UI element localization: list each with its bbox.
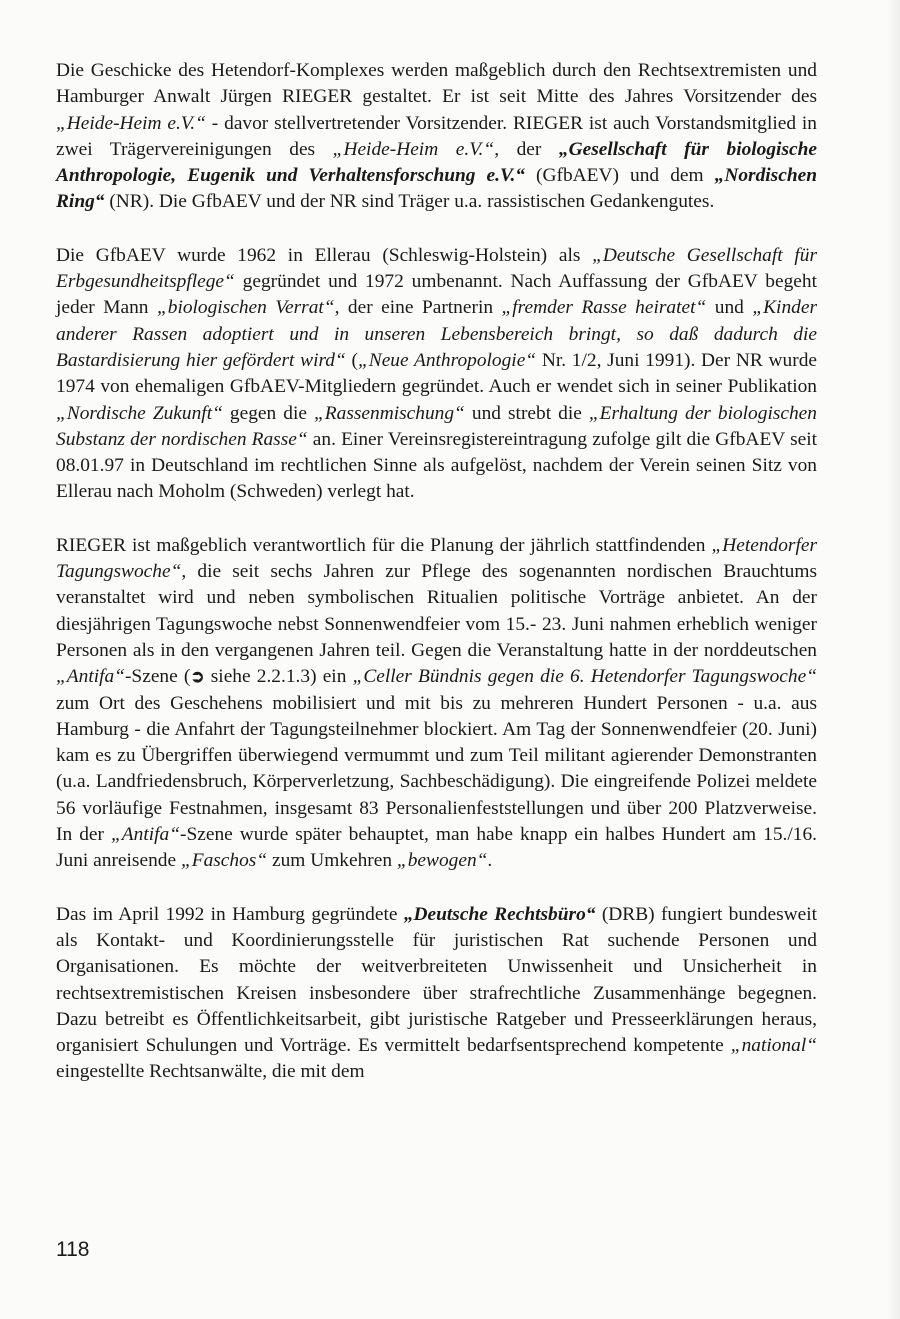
- text-run: an. Einer Vereinsregistereintragung zufolge gilt die GfbAEV seit 08.01.97 in Deutschland im rechtlichen Sinne als aufgelöst, nachdem der Verein seinen Sitz von Ellerau nach Moholm (Schweden) verlegt hat.: [56, 428, 817, 503]
- text-run: siehe 2.2.1.3) ein: [204, 666, 353, 688]
- emphasis-text: „biologischen Verrat“: [156, 297, 335, 319]
- emphasis-text: „Rassenmischung“: [314, 402, 465, 424]
- page-number: 118: [56, 1238, 90, 1261]
- text-run: zum Ort des Geschehens mobilisiert und mit bis zu mehreren Hundert Personen - u.a. aus Hamburg - die Anfahrt der Tagungsteilnehmer blockiert. Am Tag der Sonnenwendfeier (20. Juni) kam es zu Übergriffen überwiegend vermummt und zum Teil militant agierender Demonstranten (u.a. Landfriedensbruch, Körperverletzung, Sachbeschädigung). Die eingreifende Polizei meldete 56 vorläufige Festnahmen, insgesamt 83 Personalienfeststellungen und über 200 Platzverweise. In der: [56, 692, 817, 846]
- text-run: .: [487, 850, 493, 872]
- text-run: gegründet und 1972 umbenannt. Nach Auffassung der GfbAEV begeht jeder Mann: [56, 271, 817, 319]
- paragraph: [56, 902, 817, 1086]
- paragraph: [56, 533, 817, 875]
- text-run: gegen die: [222, 402, 314, 424]
- emphasis-text: „Neue Anthropologie“: [357, 349, 537, 371]
- text-run: -Szene (: [124, 666, 191, 688]
- paragraph: [56, 58, 817, 216]
- page-edge-shadow: [886, 0, 900, 1319]
- page-body: [56, 58, 817, 1086]
- text-run: und: [706, 297, 753, 319]
- emphasis-text: „national“: [730, 1035, 817, 1057]
- text-run: (: [345, 349, 358, 371]
- text-run: (NR). Die GfbAEV und der NR sind Träger u.a. rassistischen Gedankengutes.: [104, 191, 715, 213]
- text-run: - davor stellvertretender Vorsitzender. RIEGER ist auch Vorstandsmitglied in zwei Trägervereinigungen des: [56, 112, 817, 160]
- emphasis-text: „Faschos“: [180, 850, 268, 872]
- emphasis-text: „Erhaltung der biologischen Substanz der nordischen Rasse“: [56, 402, 817, 450]
- text-run: Das im April 1992 in Hamburg gegründete: [56, 903, 404, 925]
- emphasis-text: „bewogen“: [396, 850, 488, 872]
- paragraph: [56, 243, 817, 506]
- text-run: zum Umkehren: [267, 850, 397, 872]
- emphasis-text: „Antifa“: [111, 824, 180, 846]
- organization-name: „Deutsche Rechtsbüro“: [403, 903, 596, 925]
- emphasis-text: „Nordische Zukunft“: [56, 402, 223, 424]
- organization-name: „Nordischen Ring“: [56, 165, 817, 213]
- text-run: -Szene wurde später behauptet, man habe knapp ein halbes Hundert am 15./16. Juni anreisende: [56, 824, 817, 872]
- text-run: (DRB) fungiert bundesweit als Kontakt- und Koordinierungsstelle für juristischen Rat suchende Personen und Organisationen. Es möchte der weitverbreiteten Unwissenheit und Unsicherheit in rechtsextremistischen Kreisen insbesondere über strafrechtliche Zusammenhänge begegnen. Dazu betreibt es Öffentlichkeitsarbeit, gibt juristische Ratgeber und Presseerklärungen heraus, organisiert Schulungen und Vorträge. Es vermittelt bedarfsentsprechend kompetente: [56, 903, 817, 1057]
- emphasis-text: „fremder Rasse heiratet“: [501, 297, 707, 319]
- emphasis-text: „Celler Bündnis gegen die 6. Hetendorfer Tagungswoche“: [352, 666, 817, 688]
- emphasis-text: „Hetendorfer Tagungswoche“: [56, 534, 817, 583]
- emphasis-text: „Deutsche Gesellschaft für Erbgesundheitspflege“: [56, 244, 817, 293]
- text-run: (GfbAEV) und dem: [525, 165, 715, 187]
- text-run: Nr. 1/2, Juni 1991). Der NR wurde 1974 von ehemaligen GfbAEV-Mitgliedern gegründet. Auch er wendet sich in seiner Publikation: [56, 349, 817, 398]
- text-run: RIEGER ist maßgeblich verantwortlich für die Planung der jährlich stattfindenden: [56, 534, 712, 556]
- organization-name: „Gesellschaft für biologische Anthropologie, Eugenik und Verhaltensforschung e.V.“: [56, 138, 817, 187]
- text-run: , der eine Partnerin: [334, 297, 502, 319]
- text-run: Die Geschicke des Hetendorf-Komplexes werden maßgeblich durch den Rechtsextremisten und Hamburger Anwalt Jürgen RIEGER gestaltet. Er ist seit Mitte des Jahres Vorsitzender des: [56, 60, 817, 108]
- emphasis-text: „Antifa“: [56, 666, 125, 688]
- text-run: eingestellte Rechtsanwälte, die mit dem: [56, 1061, 365, 1083]
- text-run: und strebt die: [464, 402, 589, 424]
- cross-reference-arrow-icon: ➲: [190, 667, 205, 687]
- emphasis-text: „Kinder anderer Rassen adoptiert und in unseren Lebensbereich bringt, so daß dadurch die Bastardisierung hier gefördert wird“: [56, 297, 817, 371]
- text-run: Die GfbAEV wurde 1962 in Ellerau (Schleswig-Holstein) als: [56, 244, 593, 266]
- text-run: , die seit sechs Jahren zur Pflege des sogenannten nordischen Brauchtums veranstaltet wird und neben symbolischen Ritualien politische Vorträge anbietet. An der diesjährigen Tagungswoche nebst Sonnenwendfeier vom 15.- 23. Juni nahmen erheblich weniger Personen als in den vergangenen Jahren teil. Gegen die Veranstaltung hatte in der norddeutschen: [56, 561, 817, 661]
- emphasis-text: „Heide-Heim e.V.“: [332, 138, 495, 160]
- text-run: , der: [494, 138, 559, 160]
- emphasis-text: „Heide-Heim e.V.“: [56, 112, 206, 134]
